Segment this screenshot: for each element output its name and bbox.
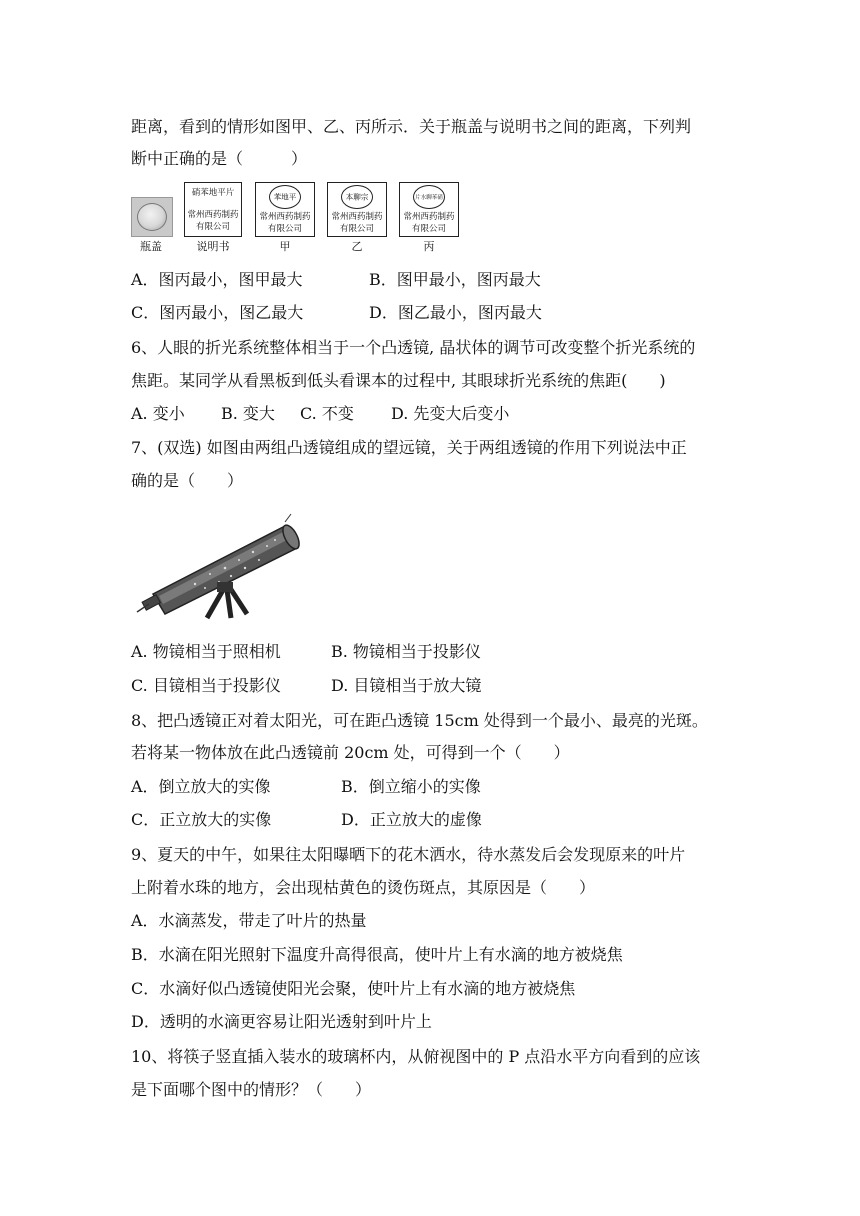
q7-line-2: 确的是（ ） xyxy=(131,471,244,490)
manual-company-2: 有限公司 xyxy=(195,222,230,232)
jia-lens-circle xyxy=(269,185,301,209)
q5-line-1: 距离，看到的情形如图甲、乙、丙所示．关于瓶盖与说明书之间的距离，下列判 xyxy=(131,117,692,136)
jia-label: 甲 xyxy=(279,240,291,253)
yi-card xyxy=(327,182,387,237)
q10-line-1: 10、将筷子竖直插入装水的玻璃杯内，从俯视图中的 P 点沿水平方向看到的应该 xyxy=(131,1047,701,1066)
q8-option-c: C．正立放大的实像 xyxy=(131,810,272,829)
yi-company-1: 常州西药制药 xyxy=(331,212,383,222)
jia-card xyxy=(255,182,315,237)
q9-line-1: 9、夏天的中午，如果往太阳曝晒下的花木洒水，待水蒸发后会发现原来的叶片 xyxy=(131,845,686,864)
q6-line-1: 6、人眼的折光系统整体相当于一个凸透镜, 晶状体的调节可改变整个折光系统的 xyxy=(131,338,696,357)
q5-option-c: C．图丙最小，图乙最大 xyxy=(131,303,304,322)
jia-company-1: 常州西药制药 xyxy=(259,212,311,222)
bing-company-1: 常州西药制药 xyxy=(403,212,455,222)
q9-option-a: A．水滴蒸发，带走了叶片的热量 xyxy=(131,911,367,930)
q6-option-c: C. 不变 xyxy=(300,404,354,423)
bing-lens-circle xyxy=(413,185,445,209)
q6-option-b: B. 变大 xyxy=(221,404,275,423)
q6-line-2: 焦距。某同学从看黑板到低头看课本的过程中, 其眼球折光系统的焦距( ) xyxy=(131,371,666,390)
telescope-icon xyxy=(135,510,315,620)
bing-label: 丙 xyxy=(423,240,435,253)
yi-lens-circle xyxy=(341,185,373,209)
q6-option-d: D. 先变大后变小 xyxy=(391,404,510,423)
bing-circle-text: 片水聊苯硝 xyxy=(415,195,443,201)
q7-option-d: D. 目镜相当于放大镜 xyxy=(331,676,482,695)
q7-line-1: 7、(双选) 如图由两组凸透镜组成的望远镜，关于两组透镜的作用下列说法中正 xyxy=(131,438,687,457)
q8-option-a: A．倒立放大的实像 xyxy=(131,777,271,796)
q8-option-d: D．正立放大的虚像 xyxy=(341,810,482,829)
yi-label: 乙 xyxy=(351,240,363,253)
cap-label: 瓶盖 xyxy=(140,240,162,253)
q8-line-1: 8、把凸透镜正对着太阳光，可在距凸透镜 15cm 处得到一个最小、最亮的光斑。 xyxy=(131,711,708,730)
bing-card xyxy=(399,182,459,237)
q5-option-d: D．图乙最小，图丙最大 xyxy=(369,303,542,322)
q9-line-2: 上附着水珠的地方，会出现枯黄色的烫伤斑点，其原因是（ ） xyxy=(131,878,596,897)
yi-circle-text: 本聊宗 xyxy=(345,192,369,202)
q7-option-c: C. 目镜相当于投影仪 xyxy=(131,676,281,695)
q5-option-b: B．图甲最小，图丙最大 xyxy=(369,270,541,289)
q10-line-2: 是下面哪个图中的情形？（ ） xyxy=(131,1080,372,1099)
q9-option-d: D．透明的水滴更容易让阳光透射到叶片上 xyxy=(131,1012,432,1031)
telescope-figure xyxy=(135,510,315,620)
jia-company-2: 有限公司 xyxy=(267,224,302,234)
q8-line-2: 若将某一物体放在此凸透镜前 20cm 处，可得到一个（ ） xyxy=(131,743,570,762)
q5-figure xyxy=(131,180,461,255)
manual-label: 说明书 xyxy=(196,240,230,253)
q5-option-a: A．图丙最小，图甲最大 xyxy=(131,270,303,289)
jia-circle-text: 苯地平 xyxy=(273,192,297,202)
manual-card xyxy=(184,182,242,237)
q8-option-b: B．倒立缩小的实像 xyxy=(341,777,481,796)
manual-company-1: 常州西药制药 xyxy=(187,210,239,220)
q9-option-c: C．水滴好似凸透镜使阳光会聚，使叶片上有水滴的地方被烧焦 xyxy=(131,979,576,998)
q5-line-2: 断中正确的是（ ） xyxy=(131,149,308,168)
q6-option-a: A. 变小 xyxy=(131,404,185,423)
q7-option-b: B. 物镜相当于投影仪 xyxy=(331,642,481,661)
yi-company-2: 有限公司 xyxy=(339,224,374,234)
q9-option-b: B．水滴在阳光照射下温度升高得很高，使叶片上有水滴的地方被烧焦 xyxy=(131,945,623,964)
bottle-cap-image xyxy=(131,197,173,237)
bing-company-2: 有限公司 xyxy=(411,224,446,234)
q7-option-a: A. 物镜相当于照相机 xyxy=(131,642,281,661)
manual-top-text: 硝苯地平片 xyxy=(191,188,235,198)
